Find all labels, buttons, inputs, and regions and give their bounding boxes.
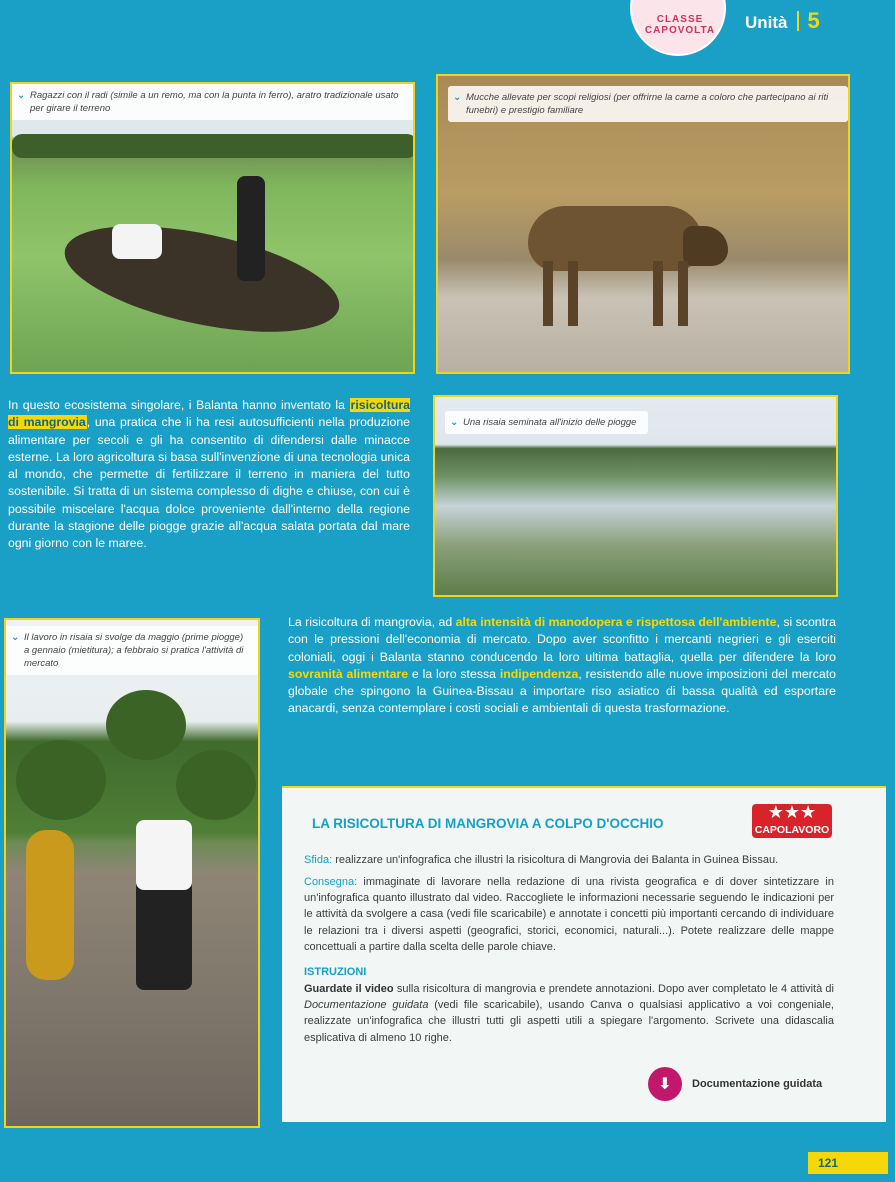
capolavoro-badge: [752, 804, 832, 838]
cow-head: [683, 226, 728, 266]
istruzioni-text: Guardate il video sulla risicoltura di mangrovia e prendete annotazioni. Dopo aver completato le 4 attività di Documentazione guidata (vedi file scaricabile), usando Canva o qualsiasi applicativo a voi congeniale, realizzate un'infografica che illustri tutti gli aspetti utili a spiegare l'argomento. Scrivete una didascalia esplicativa di almeno 10 righe.: [304, 983, 834, 1044]
chevron-down-icon: ⌄: [11, 632, 20, 643]
photo-caption: ⌄ Una risaia seminata all'inizio delle piogge: [445, 411, 648, 434]
photo-flooded-rice-field: [433, 395, 838, 597]
treeline: [12, 134, 415, 158]
intro-paragraph: In questo ecosistema singolare, i Balanta hanno inventato la risicoltura di mangrovia, una pratica che li ha resi autosufficienti nella produzione alimentare per secoli e gli ha consentito di difendersi dalle minacce esterne. La loro agricoltura si basa sull'invenzione di una tecnologia unica al mondo, che permette di fertilizzare il terreno in maniera del tutto sostenibile. Si tratta di un sistema complesso di dighe e chiuse, con cui è possibile miscelare l'acqua dolce proveniente dall'interno della regione durante la stagione delle piogge grazie all'acqua salata portata dal mare ogni giorno con le maree.: [8, 398, 410, 551]
cow-leg: [543, 261, 553, 326]
photo-workers-in-field: [4, 618, 260, 1128]
highlight-term: risicoltura di mangrovia: [8, 398, 410, 430]
cow-leg: [568, 261, 578, 326]
photo-caption: ⌄ Ragazzi con il radi (simile a un remo, ma con la punta in ferro), aratro tradizionale usato per girare il terreno: [12, 84, 413, 120]
classe-capovolta-logo-text: CLASSE CAPOVOLTA: [644, 14, 716, 36]
capolavoro-label: CAPOLAVORO: [754, 824, 830, 836]
tree: [106, 690, 186, 760]
istruzioni-bold: Guardate il video: [304, 983, 394, 995]
woman-walking: [26, 830, 74, 980]
task-title: LA RISICOLTURA DI MANGROVIA A COLPO D'OCCHIO: [312, 816, 664, 831]
unit-header: [745, 8, 820, 34]
download-icon[interactable]: ⬇: [648, 1067, 682, 1101]
market-paragraph: La risicoltura di mangrovia, ad alta intensità di manodopera e rispettosa dell'ambiente, si scontra con le pressioni dell'economia di mercato. Dopo aver sconfitto i mercanti negrieri e gli eserciti coloniali, oggi i Balanta stanno conducendo la loro ultima battaglia, quella per difendere la loro sovranità alimentare e la loro stessa indipendenza, resistendo alle nuove imposizioni del mercato globale che spingono la Guinea-Bissau a importare riso asiatico di bassa qualità ed esportare anacardi, senza contemplare i costi sociali e ambientali di questa trasformazione.: [288, 615, 837, 716]
highlight-term: sovranità alimentare: [288, 666, 409, 681]
documentazione-guidata-link[interactable]: [648, 1066, 822, 1102]
consegna-label: Consegna:: [304, 876, 358, 888]
highlight-term: indipendenza: [499, 666, 579, 681]
sfida-text: Sfida: realizzare un'infografica che illustri la risicoltura di Mangrovia dei Balanta in Guinea Bissau.: [304, 854, 779, 866]
photo-caption: ⌄ Il lavoro in risaia si svolge da maggio (prime piogge) a gennaio (mietitura); a febbraio si pratica l'attività di mercato: [6, 626, 258, 675]
boy-bending: [112, 224, 162, 259]
photo-cow: [436, 74, 850, 374]
chevron-down-icon: ⌄: [453, 92, 462, 103]
infographic-task-box: [282, 786, 886, 1122]
highlight-term: alta intensità di manodopera e rispettosa dell'ambiente: [455, 615, 777, 629]
documentazione-guidata-label[interactable]: Documentazione guidata: [692, 1078, 823, 1090]
plowed-soil: [56, 206, 349, 352]
chevron-down-icon: ⌄: [17, 90, 26, 101]
classe-capovolta-logo: [630, 0, 726, 56]
photo-caption: ⌄ Mucche allevate per scopi religiosi (per offrirne la carne a coloro che partecipano ai riti funebri) e prestigio familiare: [448, 86, 848, 122]
white-shirt: [136, 820, 192, 890]
photo-plowing-boys: [10, 82, 415, 374]
page-number: 121: [808, 1152, 888, 1174]
cow-leg: [678, 261, 688, 326]
tree: [16, 740, 106, 820]
istruzioni-heading: ISTRUZIONI: [304, 966, 367, 978]
sfida-label: Sfida:: [304, 854, 333, 866]
cow-body: [528, 206, 703, 271]
tree: [176, 750, 256, 820]
star-icon: ★★★: [767, 802, 817, 822]
cow-leg: [653, 261, 663, 326]
unit-divider: [797, 11, 799, 31]
chevron-down-icon: ⌄: [450, 417, 459, 428]
unit-number: 5: [807, 8, 820, 33]
consegna-text: Consegna: immaginate di lavorare nella redazione di una rivista geografica e di dover sintetizzare in un'infografica quanto illustrato dal video. Raccogliete le informazioni necessarie seguendo le indicazioni per le attività da svolgere a casa (vedi file scaricabile) e annotate i concetti più importanti cercando di individuare le relazioni tra i diversi aspetti (geografici, storici, economici, naturali...). Potete realizzare delle mappe concettuali a partire dalla scelta delle parole chiave.: [304, 876, 834, 953]
boy-with-radi: [237, 176, 265, 281]
unit-label: Unità: [745, 13, 788, 32]
